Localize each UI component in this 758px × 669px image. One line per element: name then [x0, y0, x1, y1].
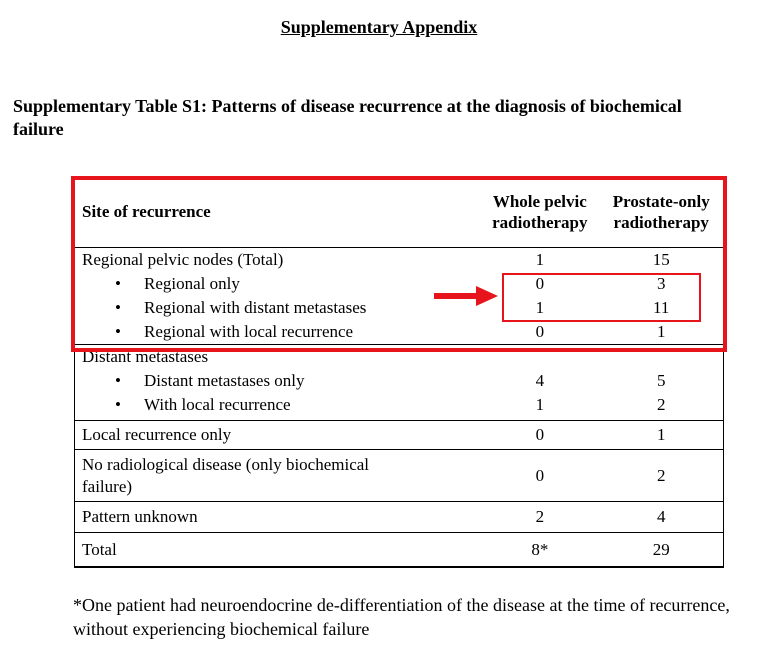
cell-whole: 8* — [480, 533, 599, 567]
cell-prostate: 15 — [599, 247, 723, 272]
table-row — [74, 344, 723, 369]
table-row — [74, 533, 723, 567]
cell-whole: 1 — [480, 247, 599, 272]
bullet-icon: • — [115, 321, 121, 341]
footnote: *One patient had neuroendocrine de-differentiation of the disease at the time of recurrence, without experiencing biochemical failure — [73, 595, 730, 639]
row-label: Distant metastases — [74, 344, 480, 369]
bullet-icon: • — [115, 370, 121, 390]
cell-whole: 0 — [480, 450, 599, 502]
cell-prostate: 2 — [599, 450, 723, 502]
cell-whole: 0 — [535, 273, 545, 293]
cell-prostate: 1 — [656, 321, 666, 341]
cell-prostate: 4 — [599, 502, 723, 533]
table-row — [74, 296, 723, 320]
cell-prostate — [599, 344, 723, 369]
recurrence-table — [74, 177, 723, 567]
row-label: No radiological disease (only biochemical failure) — [74, 450, 480, 502]
header-prostate-only: Prostate-only radiotherapy — [612, 191, 710, 232]
table-header-row — [74, 177, 723, 247]
row-label: Pattern unknown — [74, 502, 480, 533]
header-whole-pelvic: Whole pelvic radiotherapy — [492, 191, 588, 232]
cell-whole: 4 — [535, 370, 545, 390]
table-row — [74, 272, 723, 296]
header-site: Site of recurrence — [82, 202, 211, 222]
row-label: Local recurrence only — [74, 421, 480, 450]
row-label: Regional with distant metastases — [144, 297, 367, 317]
table-row — [74, 450, 723, 502]
cell-prostate: 29 — [599, 533, 723, 567]
cell-prostate: 2 — [656, 394, 666, 414]
cell-whole: 1 — [535, 297, 545, 317]
cell-whole: 1 — [535, 394, 545, 414]
cell-prostate: 5 — [656, 370, 666, 390]
table-row — [74, 421, 723, 450]
cell-prostate: 3 — [656, 273, 666, 293]
cell-whole: 0 — [480, 421, 599, 450]
row-label: Distant metastases only — [144, 370, 305, 390]
cell-prostate: 11 — [653, 297, 670, 317]
bullet-icon: • — [115, 394, 121, 414]
table-row — [74, 369, 723, 393]
bullet-icon: • — [115, 297, 121, 317]
cell-whole — [480, 344, 599, 369]
row-label: Total — [74, 533, 480, 567]
table-row — [74, 247, 723, 272]
row-label: Regional with local recurrence — [144, 321, 354, 341]
cell-whole: 2 — [480, 502, 599, 533]
bullet-icon: • — [115, 273, 121, 293]
table-row — [74, 502, 723, 533]
table-row — [74, 393, 723, 421]
arrow-right-icon — [434, 286, 498, 306]
table-caption: Supplementary Table S1: Patterns of disease recurrence at the diagnosis of biochemical failure — [13, 96, 682, 139]
row-label: With local recurrence — [144, 394, 291, 414]
table-row — [74, 320, 723, 345]
row-label: Regional pelvic nodes (Total) — [74, 247, 480, 272]
row-label: Regional only — [144, 273, 240, 293]
cell-whole: 0 — [535, 321, 545, 341]
cell-prostate: 1 — [599, 421, 723, 450]
appendix-title: Supplementary Appendix — [280, 17, 478, 37]
